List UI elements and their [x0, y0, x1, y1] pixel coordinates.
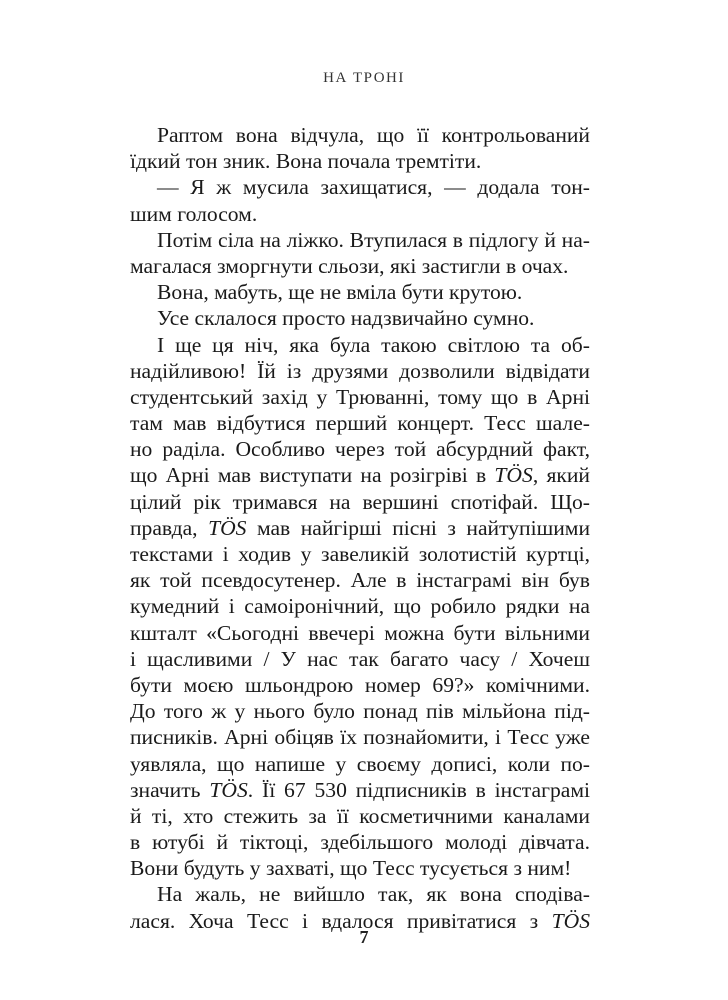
text-segment: мав найгірші пісні з найтупішими: [246, 515, 590, 540]
text-line: бути моєю шльондрою номер 69?» комічними.: [130, 672, 590, 697]
text-line: їдкий тон зник. Вона почала тремтіти.: [130, 149, 482, 174]
text-line: До того ж у нього було понад пів мільйона під-: [130, 699, 590, 724]
text-line: кумедний і самоіронічний, що робило рядки на: [130, 594, 590, 619]
text-line: [130, 515, 590, 541]
page-number: 7: [359, 927, 369, 947]
text-segment: правда,: [130, 515, 209, 540]
text-line: студентський захід у Трюванні, тому що в Арні: [130, 384, 590, 409]
text-line: Вона, мабуть, ще не вміла бути крутою.: [157, 280, 523, 305]
text-line: — Я ж мусила захищатися, — додала тон-: [157, 175, 590, 200]
text-line: писників. Арні обіцяв їх познайомити, і Тесс уже: [130, 725, 590, 750]
text-line: уявляла, що напише у своєму дописі, коли по-: [130, 751, 590, 776]
text-line: цілий рік тримався на вершині спотіфай. Що-: [130, 489, 590, 514]
text-line: як той псевдосутенер. Але в інстаграмі він був: [130, 568, 590, 593]
text-line: в ютубі й тіктоці, здебільшого молоді дівчата.: [130, 830, 590, 855]
text-line: Усе склалося просто надзвичайно сумно.: [157, 306, 535, 331]
text-line: но раділа. Особливо через той абсурдний факт,: [130, 437, 590, 462]
text-line: шим голосом.: [130, 201, 258, 226]
text-line: Раптом вона відчула, що її контрольований: [157, 123, 590, 147]
running-header: НА ТРОНІ: [323, 70, 405, 86]
text-segment: лася. Хоча Тесс і вдалося привітатися з: [130, 908, 552, 933]
text-line: й ті, хто стежить за її косметичними каналами: [130, 803, 590, 828]
text-line: там мав відбутися перший концерт. Тесс шале-: [130, 411, 590, 436]
text-segment: , який: [532, 463, 590, 488]
text-line: магалася зморгнути сльози, які застигли в очах.: [130, 253, 569, 278]
text-line: і щасливими / У нас так багато часу / Хочеш: [130, 646, 590, 671]
italic-title: TÖS: [551, 908, 590, 933]
text-line: текстами і ходив у завеликій золотистій куртці,: [130, 542, 590, 566]
text-segment: що Арні мав виступати на розігріві в: [130, 463, 495, 488]
text-segment: значить: [130, 777, 210, 802]
text-line: кшталт «Сьогодні ввечері можна бути вільними: [130, 620, 590, 645]
text-line: надійливою! Їй із друзями дозволили відвідати: [130, 358, 590, 383]
text-line: [130, 462, 590, 488]
text-line: На жаль, не вийшло так, як вона сподіва-: [157, 882, 590, 907]
text-segment: . Її 67 530 підписників в інстаграмі: [247, 777, 590, 802]
body-text: [130, 122, 590, 934]
italic-title: TÖS: [209, 777, 248, 802]
text-line: Потім сіла на ліжко. Втупилася в підлогу й на-: [157, 227, 590, 252]
italic-title: TÖS: [494, 463, 533, 488]
italic-title: TÖS: [208, 515, 247, 540]
text-line: І ще ця ніч, яка була такою світлою та об-: [157, 332, 590, 357]
text-line: [130, 777, 590, 803]
text-line: Вони будуть у захваті, що Тесс тусується з ним!: [130, 856, 572, 881]
